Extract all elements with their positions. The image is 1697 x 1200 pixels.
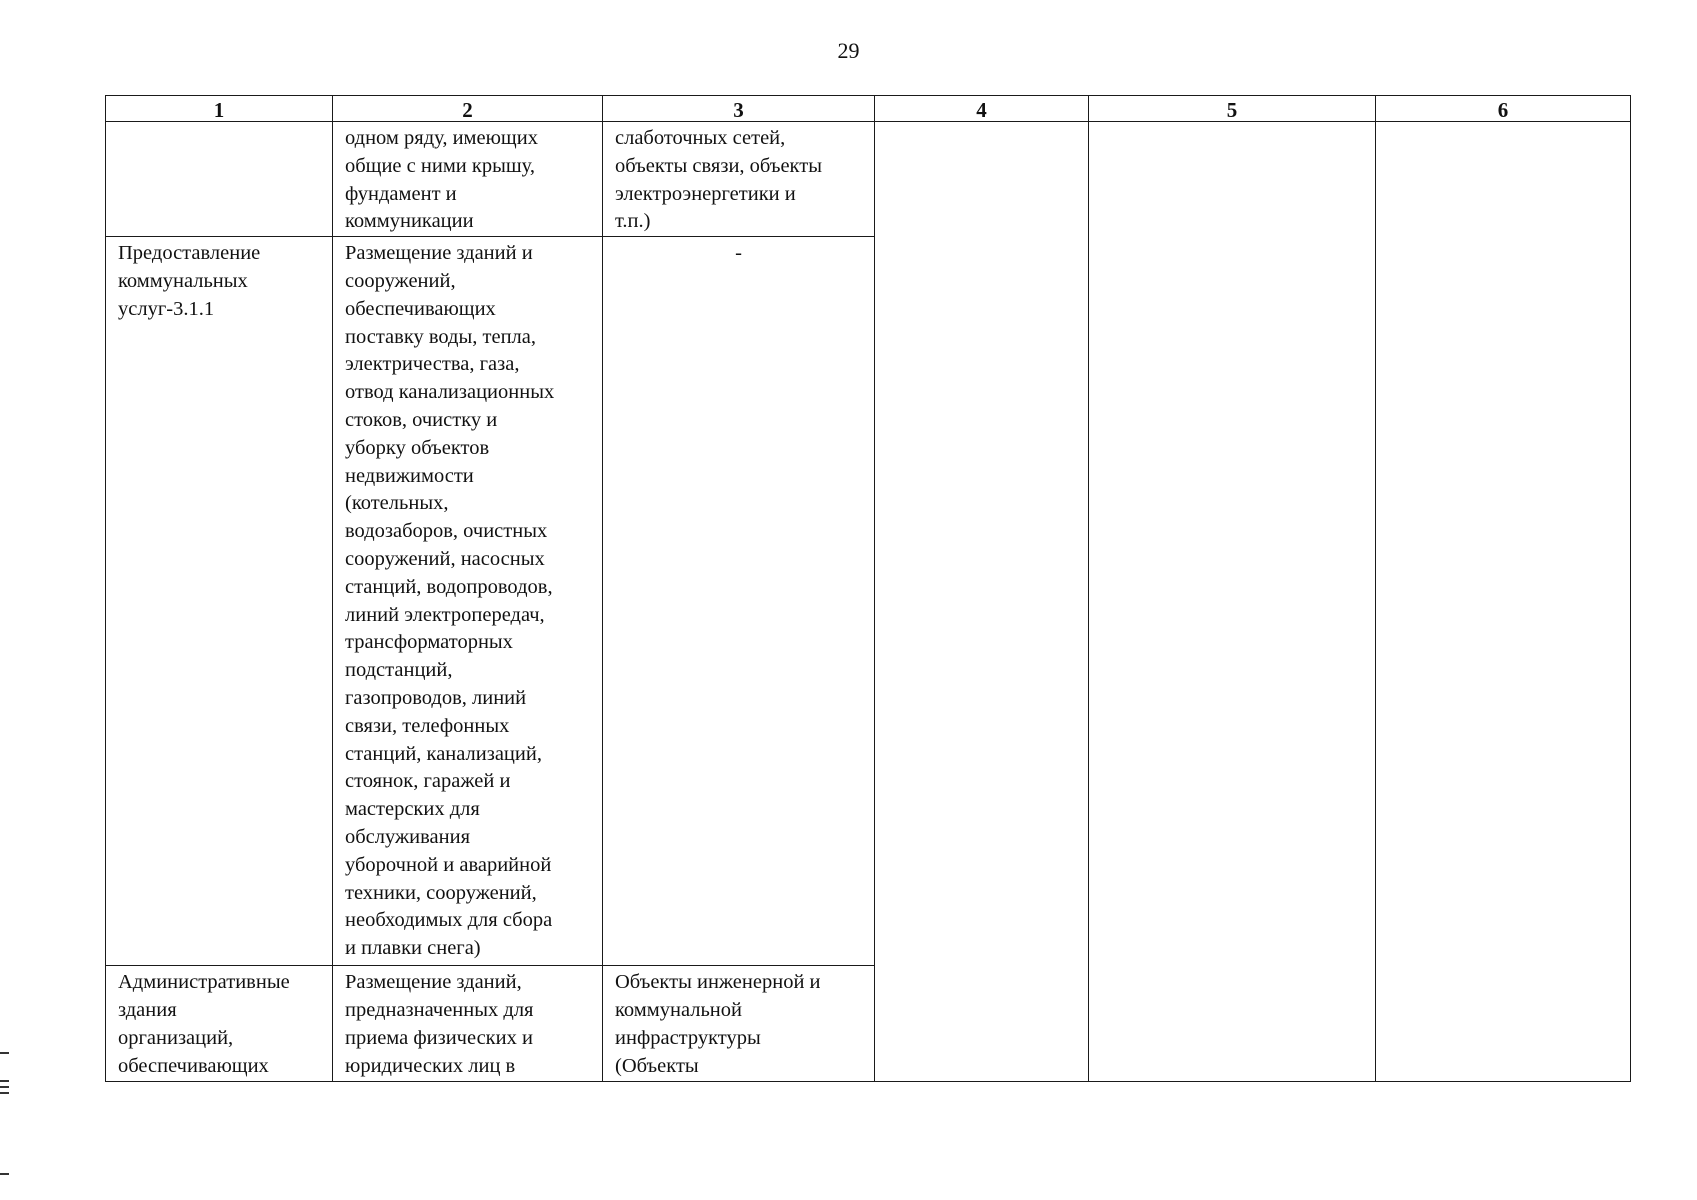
row3-use-name: Административные здания организаций, обеспечивающих	[106, 966, 333, 1082]
column-header-1: 1	[106, 96, 333, 122]
row2-auxiliary-uses: -	[603, 237, 875, 966]
col6-infrastructure-continued	[1388, 153, 1618, 765]
page-number: 29	[837, 38, 860, 63]
row1-auxiliary-uses: слаботочных сетей, объекты связи, объекты электроэнергетики и т.п.)	[603, 122, 875, 237]
column-header-4: 4	[875, 96, 1089, 122]
column-header-2: 2	[333, 96, 603, 122]
column-header-3: 3	[603, 96, 875, 122]
row3-auxiliary-uses: Объекты инженерной и коммунальной инфраструктуры (Объекты	[603, 966, 875, 1082]
margin-tick	[0, 1086, 9, 1088]
header-row	[106, 96, 1631, 122]
table-row	[106, 122, 1631, 237]
row2-use-name: Предоставление коммунальных услуг-3.1.1	[106, 237, 333, 966]
column5-merged-cell	[1089, 122, 1376, 1082]
row2-description: Размещение зданий и сооружений, обеспечивающих поставку воды, тепла, электричества, газа, отвод канализационных стоков, очистку и уборку объектов недвижимости (котельных, водозаборов, очистных сооружений, насосных станций, водопроводов, линий электропередач, трансформаторных подстанций, газопроводов, линий связи, телефонных станций, канализаций, стоянок, гаражей и мастерских для обслуживания уборочной и аварийной техники, сооружений, необходимых для сбора и плавки снега)	[333, 237, 603, 966]
column-header-5: 5	[1089, 96, 1376, 122]
column6-merged-cell	[1376, 122, 1631, 1082]
col5-cargo-description	[1101, 153, 1363, 765]
column-header-6: 6	[1376, 96, 1631, 122]
margin-tick	[0, 1052, 9, 1054]
margin-tick	[0, 1080, 9, 1082]
row1-use-name	[106, 122, 333, 237]
row1-description: одном ряду, имеющих общие с ними крышу, фундамент и коммуникации	[333, 122, 603, 237]
margin-tick	[0, 1092, 9, 1094]
margin-tick	[0, 1173, 9, 1175]
column4-merged-cell	[875, 122, 1089, 1082]
land-use-table	[105, 95, 1631, 1082]
row3-description: Размещение зданий, предназначенных для приема физических и юридических лиц в	[333, 966, 603, 1082]
